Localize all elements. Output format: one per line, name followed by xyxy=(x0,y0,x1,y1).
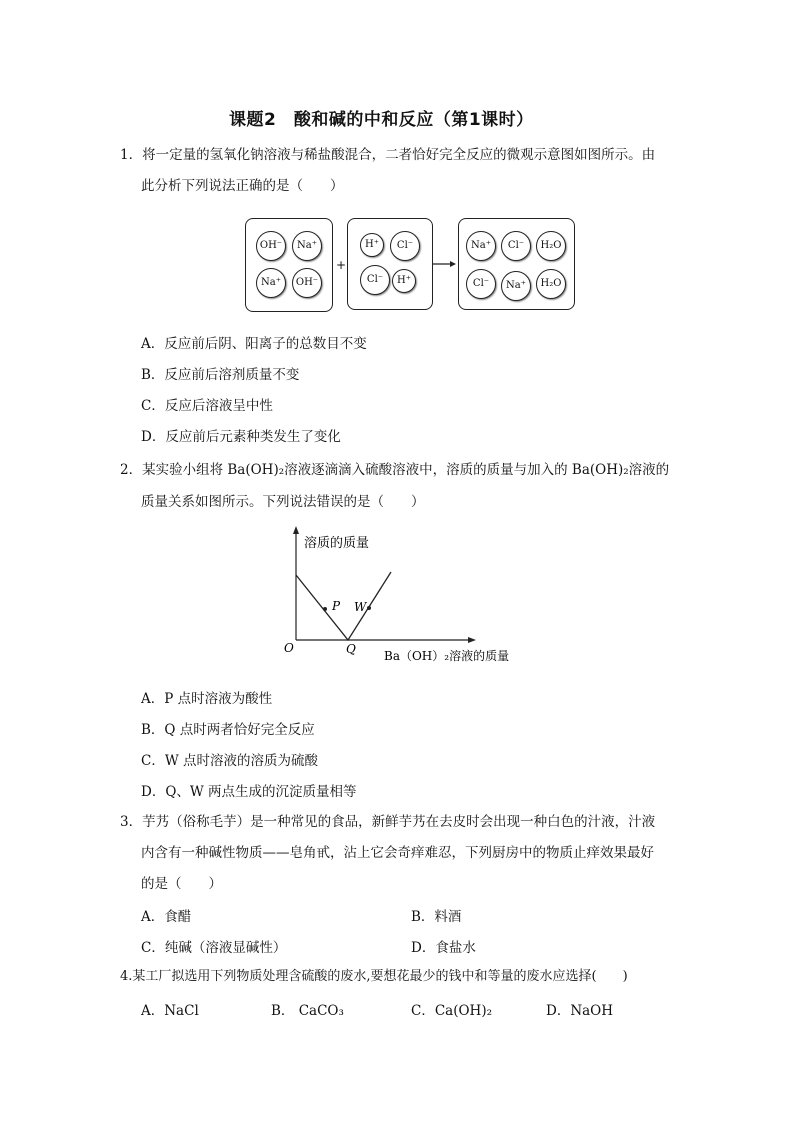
ion-cl: Cl⁻ xyxy=(390,231,420,261)
reaction-arrow xyxy=(432,258,458,270)
point-q-label: Q xyxy=(346,642,356,656)
ion-cl: Cl⁻ xyxy=(466,269,496,299)
ion-h: H⁺ xyxy=(360,233,384,257)
ion-oh: OH⁻ xyxy=(256,231,286,261)
q3-stem-line2: 内含有一种碱性物质——皂角甙，沾上它会奇痒难忍，下列厨房中的物质止痒效果最好 xyxy=(141,845,654,861)
q1-option-d: D．反应前后元素种类发生了变化 xyxy=(141,429,341,445)
point-p-label: P xyxy=(332,599,341,613)
q3-stem-line3: 的是（ ） xyxy=(141,876,222,892)
q3-option-d: D．食盐水 xyxy=(411,940,476,956)
ion-na: Na⁺ xyxy=(256,268,286,298)
product-solution-box xyxy=(458,218,575,310)
page-title: 课题2 酸和碱的中和反应（第1课时） xyxy=(229,110,534,130)
ion-cl: Cl⁻ xyxy=(501,231,531,261)
point-w-label: W xyxy=(354,600,367,614)
solute-mass-graph xyxy=(270,522,540,672)
q1-stem-line1: 1．将一定量的氢氧化钠溶液与稀盐酸混合，二者恰好完全反应的微观示意图如图所示。由 xyxy=(120,147,656,163)
y-axis-arrow xyxy=(293,526,299,534)
q3-option-b: B．料酒 xyxy=(411,909,462,925)
point-p xyxy=(323,607,327,611)
q2-stem-line2: 质量关系如图所示。下列说法错误的是（ ） xyxy=(141,494,425,510)
q3-option-a: A．食醋 xyxy=(141,909,192,925)
q1-option-b: B．反应前后溶剂质量不变 xyxy=(141,367,300,383)
origin-label: O xyxy=(284,641,294,655)
point-w xyxy=(367,606,371,610)
q2-option-a: A．P 点时溶液为酸性 xyxy=(141,691,273,707)
hcl-solution-box xyxy=(347,218,433,310)
ion-cl: Cl⁻ xyxy=(360,265,390,295)
q1-option-c: C．反应后溶液呈中性 xyxy=(141,398,273,414)
q4-option-c: C．Ca(OH)₂ xyxy=(411,1003,492,1019)
q2-stem-line1: 2．某实验小组将 Ba(OH)₂溶液逐滴滴入硫酸溶液中，溶质的质量与加入的 Ba(OH)₂溶液的 xyxy=(120,462,670,478)
solute-mass-curve xyxy=(296,572,391,640)
ion-h: H⁺ xyxy=(392,269,416,293)
naoh-solution-box xyxy=(245,218,333,312)
q2-option-b: B．Q 点时两者恰好完全反应 xyxy=(141,722,315,738)
y-axis-label: 溶质的质量 xyxy=(304,536,370,551)
q1-stem-line2: 此分析下列说法正确的是（ ） xyxy=(141,178,344,194)
ion-oh: OH⁻ xyxy=(292,268,322,298)
ion-na: Na⁺ xyxy=(466,231,496,261)
plus-sign: + xyxy=(336,258,347,272)
q4-option-b: B． CaCO₃ xyxy=(271,1003,344,1019)
q3-stem-line1: 3．芋艿（俗称毛芋）是一种常见的食品，新鲜芋艿在去皮时会出现一种白色的汁液，汁液 xyxy=(120,814,656,830)
water-molecule: H₂O xyxy=(536,231,566,261)
q2-option-d: D．Q、W 两点生成的沉淀质量相等 xyxy=(141,784,357,800)
q4-stem: 4.某工厂拟选用下列物质处理含硫酸的废水,要想花最少的钱中和等量的废水应选择( ) xyxy=(120,969,628,984)
water-molecule: H₂O xyxy=(536,269,566,299)
q4-option-a: A．NaCl xyxy=(141,1003,199,1019)
ion-na: Na⁺ xyxy=(501,271,531,301)
q3-option-c: C．纯碱（溶液显碱性） xyxy=(141,940,287,956)
x-axis-label: Ba（OH）₂溶液的质量 xyxy=(384,649,510,663)
q1-option-a: A．反应前后阴、阳离子的总数目不变 xyxy=(141,336,367,352)
q4-option-d: D．NaOH xyxy=(546,1003,614,1019)
ion-na: Na⁺ xyxy=(292,231,322,261)
x-axis-arrow xyxy=(468,637,476,643)
q2-option-c: C．W 点时溶液的溶质为硫酸 xyxy=(141,753,318,769)
